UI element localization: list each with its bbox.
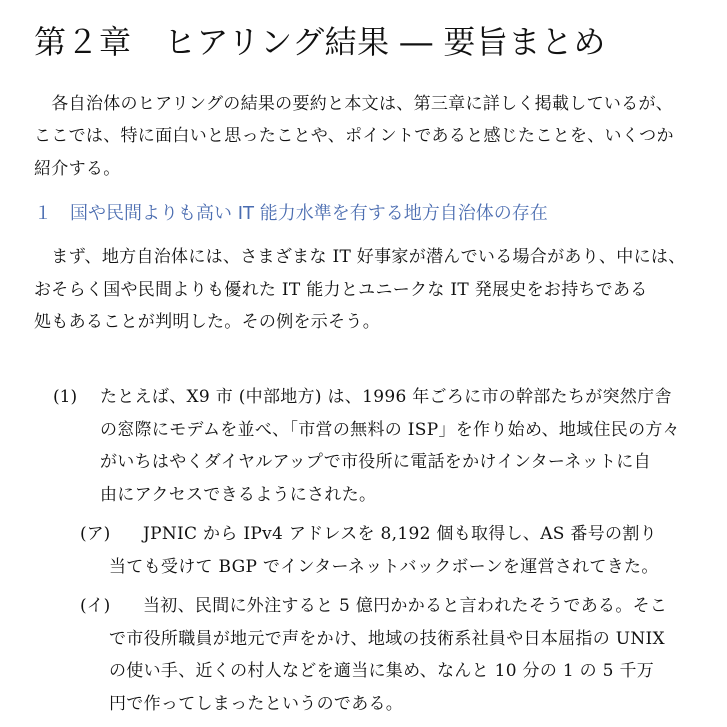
intro-line-1: 各自治体のヒアリングの結果の要約と本文は、第三章に詳しく掲載しているが、 xyxy=(34,94,674,114)
item1i-line-3: の使い手、近くの村人などを適当に集め、なんと 10 分の 1 の 5 千万 xyxy=(109,661,655,681)
item-1i-marker: (イ) xyxy=(80,596,111,616)
section1-line-2: おそらく国や民間よりも優れた IT 能力とユニークな IT 発展史をお持ちである xyxy=(34,280,648,300)
section1-line-1: まず、地方自治体には、さまざまな IT 好事家が潜んでいる場合があり、中には、 xyxy=(34,247,686,267)
section1-line-3: 処もあることが判明した。その例を示そう。 xyxy=(34,312,380,332)
intro-line-2: ここでは、特に面白いと思ったことや、ポイントであると感じたことを、いくつか xyxy=(34,126,674,146)
intro-line-3: 紹介する。 xyxy=(34,159,121,179)
item1i-line-2: で市役所職員が地元で声をかけ、地域の技術系社員や日本屈指の UNIX xyxy=(109,629,665,649)
item1i-line-1: 当初、民間に外注すると 5 億円かかると言われたそうである。そこ xyxy=(143,596,668,616)
item1-line-3: がいちはやくダイヤルアップで市役所に電話をかけインターネットに自 xyxy=(100,452,651,472)
item1-line-2: の窓際にモデムを並べ、「市営の無料の ISP」を作り始め、地域住民の方々 xyxy=(100,420,680,440)
item-1a-marker: (ア) xyxy=(80,524,111,544)
item1-line-1: たとえば、X9 市 (中部地方) は、1996 年ごろに市の幹部たちが突然庁舎 xyxy=(100,387,672,407)
item1i-line-4: 円で作ってしまったというのである。 xyxy=(109,694,404,714)
item1a-line-1: JPNIC から IPv4 アドレスを 8,192 個も取得し、AS 番号の割り xyxy=(143,524,657,544)
item1a-line-2: 当ても受けて BGP でインターネットバックボーンを運営されてきた。 xyxy=(109,557,659,577)
section-heading-1: １ 国や民間よりも高い IT 能力水準を有する地方自治体の存在 xyxy=(34,203,548,224)
item1-line-4: 由にアクセスできるようにされた。 xyxy=(100,485,377,505)
chapter-title: 第２章 ヒアリング結果 ― 要旨まとめ xyxy=(34,23,606,61)
item-1-number: (1) xyxy=(53,387,78,407)
